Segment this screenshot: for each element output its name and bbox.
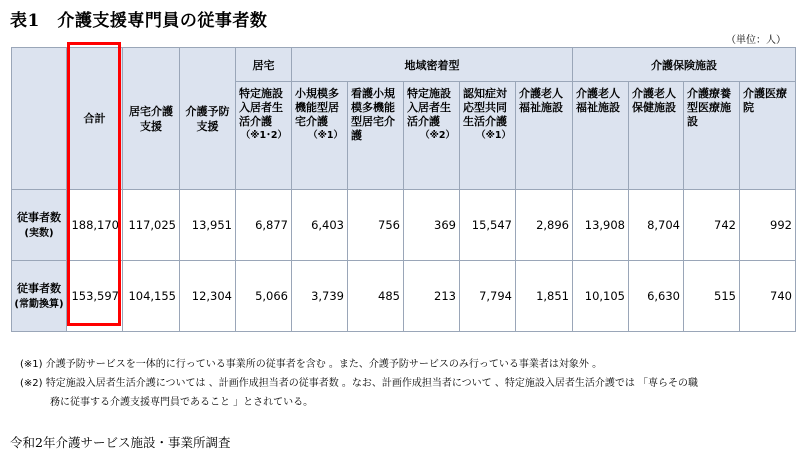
col-header-total: 合計 [67,48,123,190]
footnote-1: (※1) 介護予防サービスを一体的に行っている事業所の従事者を含む 。また、介護予防サービスのみ行っている事業者は対象外 。 [20,359,603,370]
col-header-shokibo: 小規模多機能型居宅介護 （※1） [292,82,348,190]
value-cell: 756 [348,190,404,261]
col-header-ryoyo: 介護療養型医療施設 [684,82,740,190]
table-row [12,190,796,261]
corner-cell [12,48,67,190]
value-cell: 13,951 [180,190,236,261]
value-cell: 515 [684,261,740,332]
value-cell: 485 [348,261,404,332]
row-header-fte: 従事者数 (常勤換算) [12,261,67,332]
value-cell: 6,403 [292,190,348,261]
value-cell: 12,304 [180,261,236,332]
value-cell: 188,170 [67,190,123,261]
value-cell: 369 [404,190,460,261]
col-header-kyotaku-shien: 居宅介護支援 [123,48,180,190]
value-cell: 117,025 [123,190,180,261]
value-cell: 740 [740,261,796,332]
value-cell: 213 [404,261,460,332]
staff-count-table [11,47,796,332]
value-cell: 6,877 [236,190,292,261]
col-header-ninchisho: 認知症対応型共同生活介護 （※1） [460,82,516,190]
row-header-actual: 従事者数 (実数) [12,190,67,261]
footnote-2-continued: 務に従事する介護支援専門員であること 」とされている。 [20,397,314,408]
col-header-rojin-fukushi-chiiki: 介護老人福祉施設 [516,82,573,190]
col-header-tokutei-chiiki: 特定施設入居者生活介護 （※2） [404,82,460,190]
footnote-2: (※2) 特定施設入居者生活介護については 、計画作成担当者の従事者数 。なお、計画作成担当者について 、特定施設入居者生活介護では 「専らその職 [20,378,699,389]
group-header-kyotaku: 居宅 [236,48,292,82]
source-label: 令和2年介護サービス施設・事業所調査 [10,435,231,450]
col-header-rojin-fukushi: 介護老人福祉施設 [573,82,629,190]
table-row [12,261,796,332]
value-cell: 5,066 [236,261,292,332]
value-cell: 2,896 [516,190,573,261]
value-cell: 153,597 [67,261,123,332]
value-cell: 10,105 [573,261,629,332]
value-cell: 13,908 [573,190,629,261]
col-header-yobo-shien: 介護予防支援 [180,48,236,190]
value-cell: 7,794 [460,261,516,332]
col-header-kango-shokibo: 看護小規模多機能型居宅介護 [348,82,404,190]
value-cell: 15,547 [460,190,516,261]
group-header-chiiki: 地域密着型 [292,48,573,82]
col-header-rojin-hoken: 介護老人保健施設 [629,82,684,190]
value-cell: 3,739 [292,261,348,332]
group-header-shisetsu: 介護保険施設 [573,48,796,82]
col-header-tokutei-kyotaku: 特定施設入居者生活介護 （※1･2） [236,82,292,190]
value-cell: 104,155 [123,261,180,332]
value-cell: 992 [740,190,796,261]
value-cell: 1,851 [516,261,573,332]
value-cell: 6,630 [629,261,684,332]
unit-label: （単位：人） [726,35,786,46]
value-cell: 742 [684,190,740,261]
page-title: 表1 介護支援専門員の従事者数 [10,11,268,31]
value-cell: 8,704 [629,190,684,261]
col-header-iryoin: 介護医療院 [740,82,796,190]
